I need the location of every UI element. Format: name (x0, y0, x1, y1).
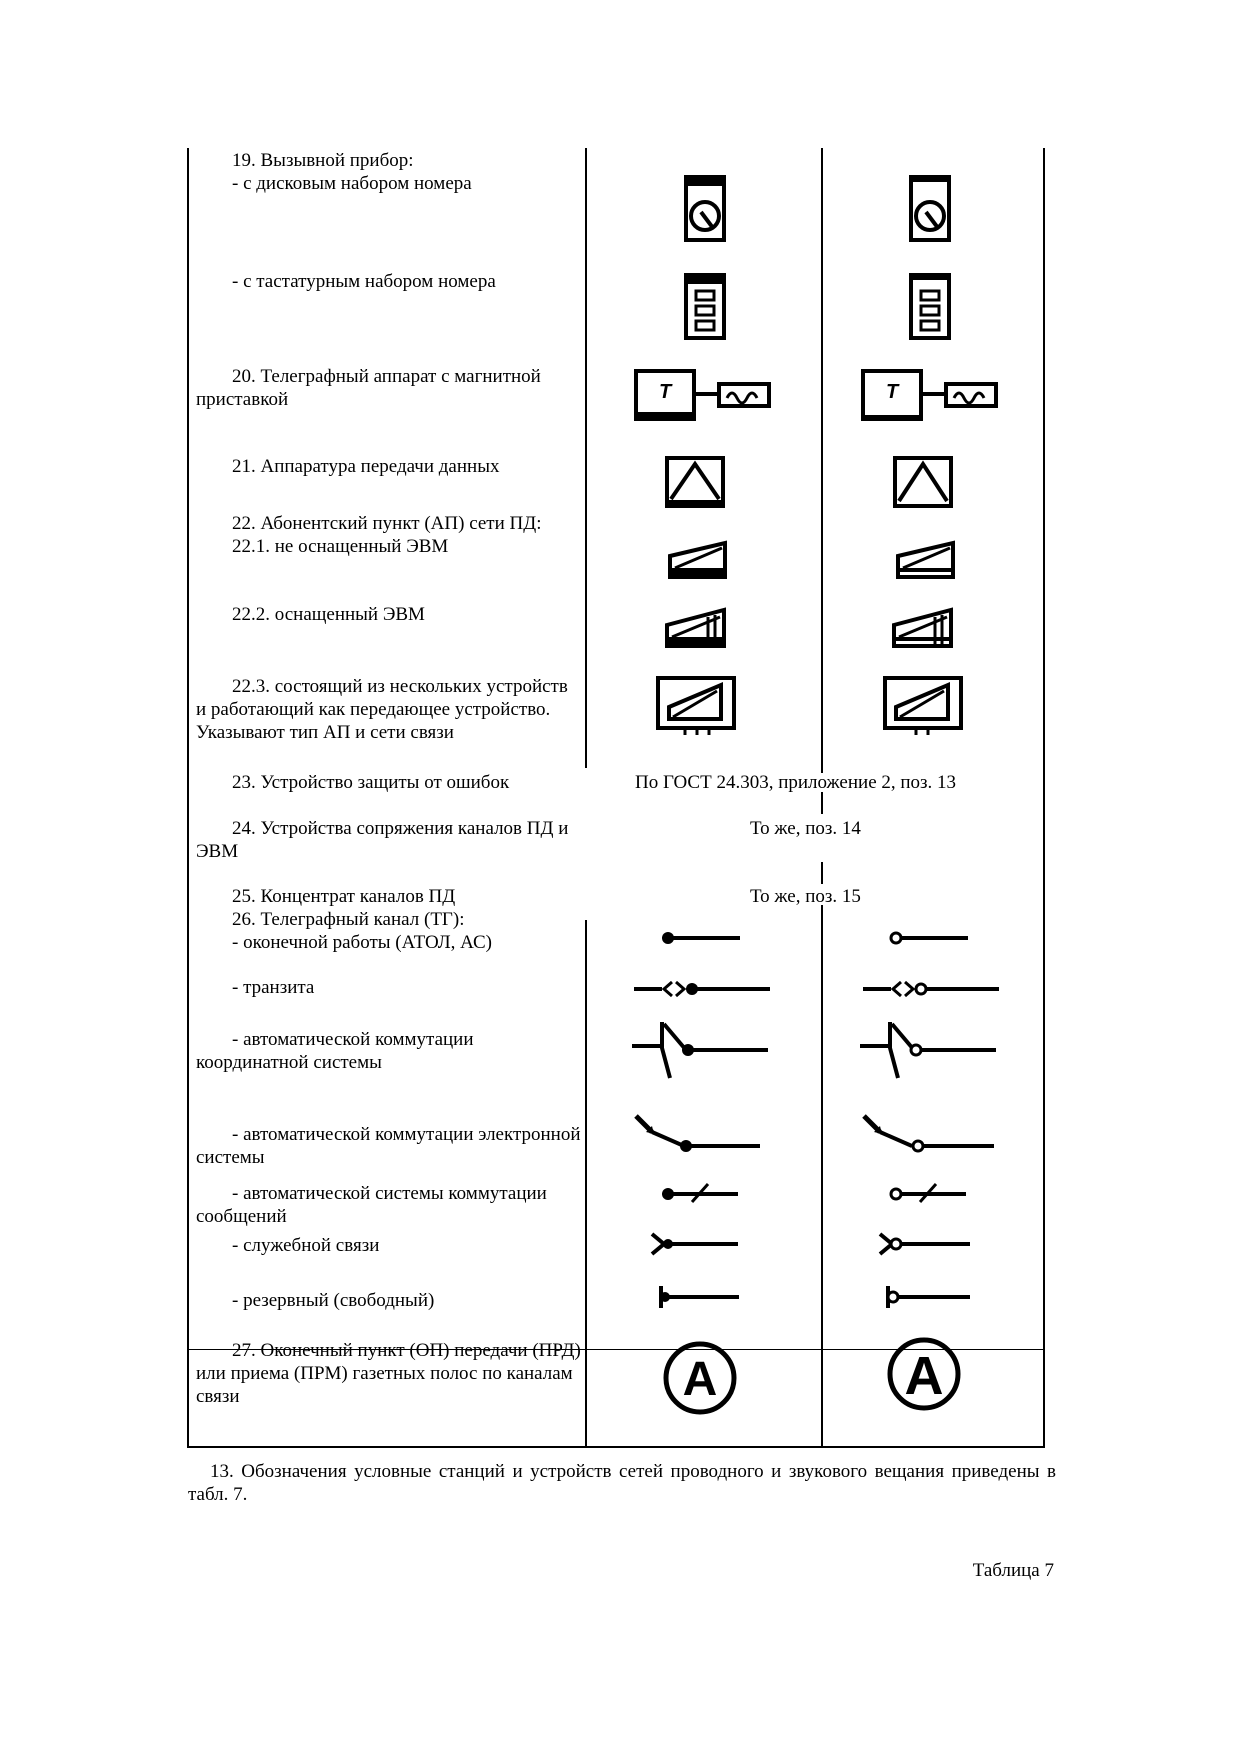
channel-transit-icon (632, 978, 772, 1000)
subscriber-point-computer-icon-alt (891, 607, 955, 649)
newspaper-terminal-icon-alt (886, 1336, 962, 1412)
newspaper-terminal-icon (662, 1340, 738, 1416)
channel-reserve-icon-alt (882, 1284, 972, 1310)
telegraph-magnetic-icon (633, 368, 773, 426)
data-transmission-icon (664, 455, 726, 511)
newspaper-letter-alt: А (904, 1346, 944, 1406)
channel-coordinate-switch-icon-alt (858, 1018, 998, 1080)
data-transmission-icon-alt (892, 455, 954, 511)
row-22-1: 22.1. не оснащенный ЭВМ (232, 536, 449, 557)
row-21-text: 21. Аппаратура передачи данных (232, 456, 500, 477)
channel-service-icon (650, 1230, 740, 1258)
row-26-d: - автоматической коммутации электронной системы (196, 1124, 581, 1168)
row-23-reference: По ГОСТ 24.303, приложение 2, поз. 13 (635, 772, 957, 793)
row-22-3: 22.3. состоящий из нескольких устройств и работающий как передающее устройство. Указывают тип АП и сети связи (196, 676, 568, 743)
subscriber-point-multi-device-icon-alt (882, 675, 966, 737)
keypad-phone-icon (683, 272, 729, 342)
channel-service-icon-alt (878, 1230, 972, 1258)
channel-message-switch-icon-alt (888, 1180, 968, 1204)
row-23-text: 23. Устройство защиты от ошибок (232, 772, 510, 793)
channel-transit-icon-alt (861, 978, 1001, 1000)
channel-electronic-switch-icon-alt (860, 1112, 996, 1156)
table-border-bottom (187, 1446, 1045, 1448)
column-divider-1-lower (585, 920, 587, 1448)
body-paragraph: 13. Обозначения условные станций и устройств сетей проводного и звукового вещания приведены в табл. 7. (188, 1461, 1056, 1505)
channel-electronic-switch-icon (632, 1112, 762, 1156)
row-24-text: 24. Устройства сопряжения каналов ПД и ЭВМ (196, 818, 569, 862)
row-26-c: - автоматической коммутации координатной системы (196, 1029, 474, 1073)
table-border-left (187, 148, 189, 1448)
row-26-f: - служебной связи (232, 1235, 380, 1256)
channel-coordinate-switch-icon (630, 1018, 770, 1080)
keypad-phone-icon-alt (908, 272, 954, 342)
newspaper-letter: А (682, 1353, 718, 1406)
row-25-text: 25. Концентрат каналов ПД (232, 886, 456, 907)
row-22-title: 22. Абонентский пункт (АП) сети ПД: (232, 513, 542, 534)
channel-terminal-icon (660, 930, 742, 946)
telegraph-letter: Т (659, 381, 672, 403)
column-divider-2-lower (821, 905, 823, 1448)
subscriber-point-multi-device-icon (655, 675, 739, 737)
column-divider-2-mid1 (821, 792, 823, 814)
row-19-rotary: - с дисковым набором номера (232, 173, 472, 194)
channel-message-switch-icon (660, 1180, 740, 1204)
channel-terminal-icon-alt (888, 930, 970, 946)
row-27-text: 27. Оконечный пункт (ОП) передачи (ПРД) или приема (ПРМ) газетных полос по каналам связи (196, 1340, 581, 1407)
row-24-reference: То же, поз. 14 (750, 818, 861, 839)
channel-reserve-icon (655, 1284, 741, 1310)
row-26-a: - оконечной работы (АТОЛ, АС) (232, 932, 492, 953)
column-divider-2-mid2 (821, 862, 823, 884)
row-25-reference: То же, поз. 15 (750, 886, 861, 907)
row-26-e: - автоматической системы коммутации сообщений (196, 1183, 547, 1227)
table-border-right (1043, 148, 1045, 1448)
column-divider-1 (585, 148, 587, 768)
table-caption: Таблица 7 (972, 1560, 1054, 1581)
rotary-dial-phone-icon-alt (908, 174, 954, 244)
column-divider-2 (821, 148, 823, 773)
row-19-title: 19. Вызывной прибор: (232, 150, 414, 171)
row-19-keypad: - с тастатурным набором номера (232, 271, 496, 292)
telegraph-magnetic-icon-alt (860, 368, 1000, 426)
subscriber-point-no-computer-icon (667, 540, 729, 580)
subscriber-point-computer-icon (664, 607, 728, 649)
row-22-2: 22.2. оснащенный ЭВМ (232, 604, 425, 625)
row-26-g: - резервный (свободный) (232, 1290, 435, 1311)
row-26-b: - транзита (232, 977, 315, 998)
telegraph-letter-alt: Т (886, 381, 899, 403)
rotary-dial-phone-icon (683, 174, 729, 244)
row-26-title: 26. Телеграфный канал (ТГ): (232, 909, 465, 930)
row-20-text: 20. Телеграфный аппарат с магнитной приставкой (196, 366, 541, 410)
subscriber-point-no-computer-icon-alt (895, 540, 957, 580)
